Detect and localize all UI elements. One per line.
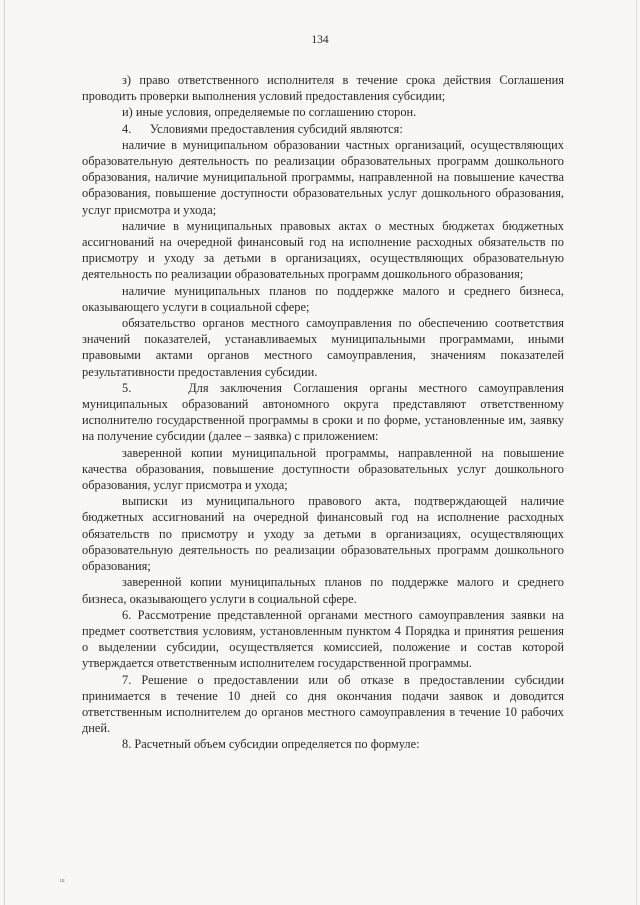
page-edge-left xyxy=(4,0,5,905)
paragraph-4-condition-1: наличие в муниципальном образовании частных организаций, осуществляющих образовательную деятельность по реализации образовательных программ дошкольного образования, наличие муниципальной программы, направленной на повышение качества образования, повышение доступности образовательных услуг дошкольного образования, услуг присмотра и ухода; xyxy=(82,137,564,217)
paragraph-5-attachment-2: выписки из муниципального правового акта, подтверждающей наличие бюджетных ассигнований на очередной финансовый год на исполнение расходных обязательств по присмотру и уходу за детьми в организациях, осуществляющих образовательную деятельность по реализации образовательных программ дошкольного образования; xyxy=(82,494,564,574)
paragraph-5: 5. Для заключения Соглашения органы местного самоуправления муниципальных образований автономного округа представляют ответственному исполнителю государственной программы в сроки и по форме, установленные им, заявку на получение субсидии (далее – заявка) с приложением: xyxy=(82,380,564,444)
paragraph-7: 7. Решение о предоставлении или об отказе в предоставлении субсидии принимается в течение 10 дней со дня окончания подачи заявок и доводится ответственным исполнителем до органов местного самоуправления в течение 10 рабочих дней. xyxy=(82,672,564,736)
page-number: 134 xyxy=(311,34,329,46)
paragraph-4: 4. Условиями предоставления субсидий являются: xyxy=(122,121,403,136)
footer-mark: ш xyxy=(60,878,65,884)
paragraph-i: и) иные условия, определяемые по соглашению сторон. xyxy=(122,105,417,120)
paragraph-6: 6. Рассмотрение представленной органами местного самоуправления заявки на предмет соответствия условиям, установленным пунктом 4 Порядка и принятия решения о выделении субсидии, осуществляется комиссией, положение и состав которой утверждается ответственным исполнителем государственной программы. xyxy=(82,607,564,671)
paragraph-4-condition-4: обязательство органов местного самоуправления по обеспечению соответствия значений показателей, устанавливаемых муниципальными программами, иными правовыми актами органов местного самоуправления, значениям показателей результативности предоставления субсидии. xyxy=(82,316,564,379)
paragraph-5-attachment-3: заверенной копии муниципальных планов по поддержке малого и среднего бизнеса, оказывающего услуги в социальной сфере. xyxy=(82,575,564,606)
paragraph-z: з) право ответственного исполнителя в течение срока действия Соглашения проводить проверки выполнения условий предоставления субсидии; xyxy=(82,73,564,104)
document-body xyxy=(82,72,564,753)
paragraph-4-condition-2: наличие в муниципальных правовых актах о местных бюджетах бюджетных ассигнований на очередной финансовый год на исполнение расходных обязательств по присмотру и уходу за детьми в организациях, осуществляющих образовательную деятельность по реализации образовательных программ дошкольного образования; xyxy=(82,218,564,282)
paragraph-8: 8. Расчетный объем субсидии определяется по формуле: xyxy=(122,737,420,752)
paragraph-5-attachment-1: заверенной копии муниципальной программы, направленной на повышение качества образования, повышение доступности образовательных услуг дошкольного образования, услуг присмотра и ухода; xyxy=(82,445,564,493)
page-edge-right xyxy=(636,0,637,905)
paragraph-4-condition-3: наличие муниципальных планов по поддержке малого и среднего бизнеса, оказывающего услуги в социальной сфере; xyxy=(82,283,564,314)
